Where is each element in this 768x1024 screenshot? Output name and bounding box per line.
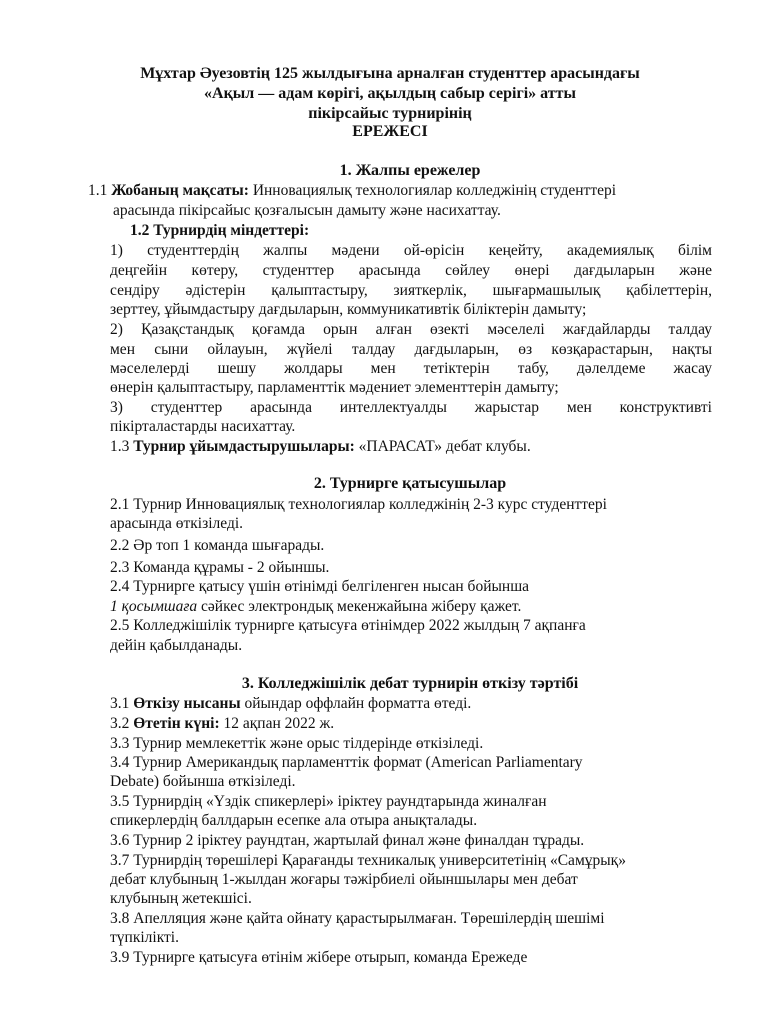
procedure-line: клубының жетекшісі.	[110, 890, 252, 907]
task-line: пікірталастарды насихаттау.	[110, 418, 296, 435]
participants-line: дейін қабылданады.	[110, 637, 243, 654]
participants-line: арасында өткізіледі.	[110, 515, 244, 532]
section-3-heading: 3. Колледжішілік дебат турнирін өткізу тәртібі	[241, 675, 579, 692]
procedure-line: 3.5 Турнирдің «Үздік спикерлері» іріктеу раундтарында жиналған	[110, 793, 547, 810]
paragraph-3-2-number: 3.2	[110, 715, 130, 732]
task-line: 1) студенттердің жалпы мәдени ой-өрісін кеңейту, академиялық білім	[110, 242, 712, 259]
procedure-line: 3.8 Апелляция және қайта ойнату қарастырылмаған. Төрешілердің шешімі	[110, 910, 605, 927]
paragraph-3-2-label: Өтетін күні:	[133, 715, 220, 732]
procedure-line: 3.3 Турнир мемлекеттік және орыс тілдерінде өткізіледі.	[110, 735, 484, 752]
paragraph-1-2-label: 1.2 Турнирдің міндеттері:	[130, 222, 310, 239]
procedure-line: 3.9 Турнирге қатысуға өтінім жібере отырып, команда Ережеде	[110, 949, 528, 966]
paragraph-1-3-text: «ПАРАСАТ» дебат клубы.	[358, 438, 531, 455]
task-line: деңгейін көтеру, студенттер арасында сөйлеу өнері дағдыларын және	[110, 262, 712, 279]
participants-line	[110, 597, 521, 617]
procedure-line: 3.4 Турнир Американдық парламенттік формат (American Parliamentary	[110, 754, 583, 771]
task-line: 3) студенттер арасында интеллектуалды жарыстар мен конструктивті	[110, 399, 712, 416]
participants-line: 2.3 Команда құрамы - 2 ойыншы.	[110, 559, 330, 576]
paragraph-1-1	[88, 181, 616, 201]
participants-line: 2.5 Колледжішілік турнирге қатысуға өтінімдер 2022 жылдың 7 ақпанға	[110, 617, 586, 634]
paragraph-1-3-label: Турнир ұйымдастырушылары:	[133, 438, 355, 455]
participants-line: 2.1 Турнир Инновациялық технологиялар колледжінің 2-3 курс студенттері	[110, 496, 607, 513]
doc-title-line-4: ЕРЕЖЕСІ	[352, 123, 428, 140]
procedure-line: түпкілікті.	[110, 929, 179, 946]
participants-line-text: сәйкес электрондық мекенжайына жіберу қажет.	[201, 598, 522, 615]
procedure-line: Debate) бойынша өткізіледі.	[110, 773, 296, 790]
paragraph-1-1-number: 1.1	[88, 182, 108, 199]
doc-title-line-2: «Ақыл — адам көрігі, ақылдың сабыр серігі» атты	[204, 85, 576, 102]
section-1-heading: 1. Жалпы ережелер	[339, 162, 481, 179]
paragraph-1-3	[110, 437, 531, 457]
paragraph-1-1-text: Инновациялық технологиялар колледжінің студенттері	[252, 182, 617, 199]
task-line: мен сыни ойлауын, жүйелі талдау дағдыларын, өз көзқарастарын, нақты	[110, 341, 712, 358]
participants-line: 2.4 Турнирге қатысу үшін өтінімді белгіленген нысан бойынша	[110, 578, 530, 595]
paragraph-1-1-cont: арасында пікірсайыс қозғалысын дамыту және насихаттау.	[113, 202, 501, 219]
paragraph-3-2	[110, 714, 334, 734]
task-line: 2) Қазақстандық қоғамда орын алған өзекті мәселелі жағдайларды талдау	[110, 321, 712, 338]
procedure-line: 3.7 Турнирдің төрешілері Қарағанды техникалық университетінің «Самұрық»	[110, 852, 626, 869]
task-line: сендіру әдістерін қалыптастыру, зияткерлік, шығармашылық қабілеттерін,	[110, 282, 712, 299]
task-line: өнерін қалыптастыру, парламенттік мәдениет элементтерін дамыту;	[110, 379, 559, 396]
procedure-line: спикерлердің баллдарын есепке ала отыра анықталады.	[110, 812, 478, 829]
procedure-line: 3.6 Турнир 2 іріктеу раундтан, жартылай финал және финалдан тұрады.	[110, 832, 585, 849]
paragraph-1-3-number: 1.3	[110, 438, 130, 455]
paragraph-1-2	[130, 221, 309, 241]
paragraph-3-2-text: 12 ақпан 2022 ж.	[223, 715, 335, 732]
paragraph-3-1-text: ойындар оффлайн форматта өтеді.	[244, 695, 472, 712]
procedure-line: дебат клубының 1-жылдан жоғары тәжірбиелі ойыншылары мен дебат	[110, 871, 578, 888]
appendix-reference: 1 қосымшаға	[110, 598, 198, 615]
section-2-heading: 2. Турнирге қатысушылар	[313, 475, 507, 492]
paragraph-3-1	[110, 694, 471, 714]
paragraph-1-1-label: Жобаның мақсаты:	[111, 182, 249, 199]
task-line: зерттеу, ұйымдастыру дағдыларын, коммуникативтік біліктерін дамыту;	[110, 301, 587, 318]
doc-title-line-1: Мұхтар Әуезовтің 125 жылдығына арналған студенттер арасындағы	[140, 65, 640, 82]
task-line: мәселелерді шешу жолдары мен тетіктерін табу, дәлелдеме жасау	[110, 360, 712, 377]
paragraph-3-1-number: 3.1	[110, 695, 130, 712]
paragraph-3-1-label: Өткізу нысаны	[133, 695, 241, 712]
participants-line: 2.2 Әр топ 1 команда шығарады.	[110, 537, 325, 554]
doc-title-line-3: пікірсайыс турнирінің	[308, 105, 472, 122]
